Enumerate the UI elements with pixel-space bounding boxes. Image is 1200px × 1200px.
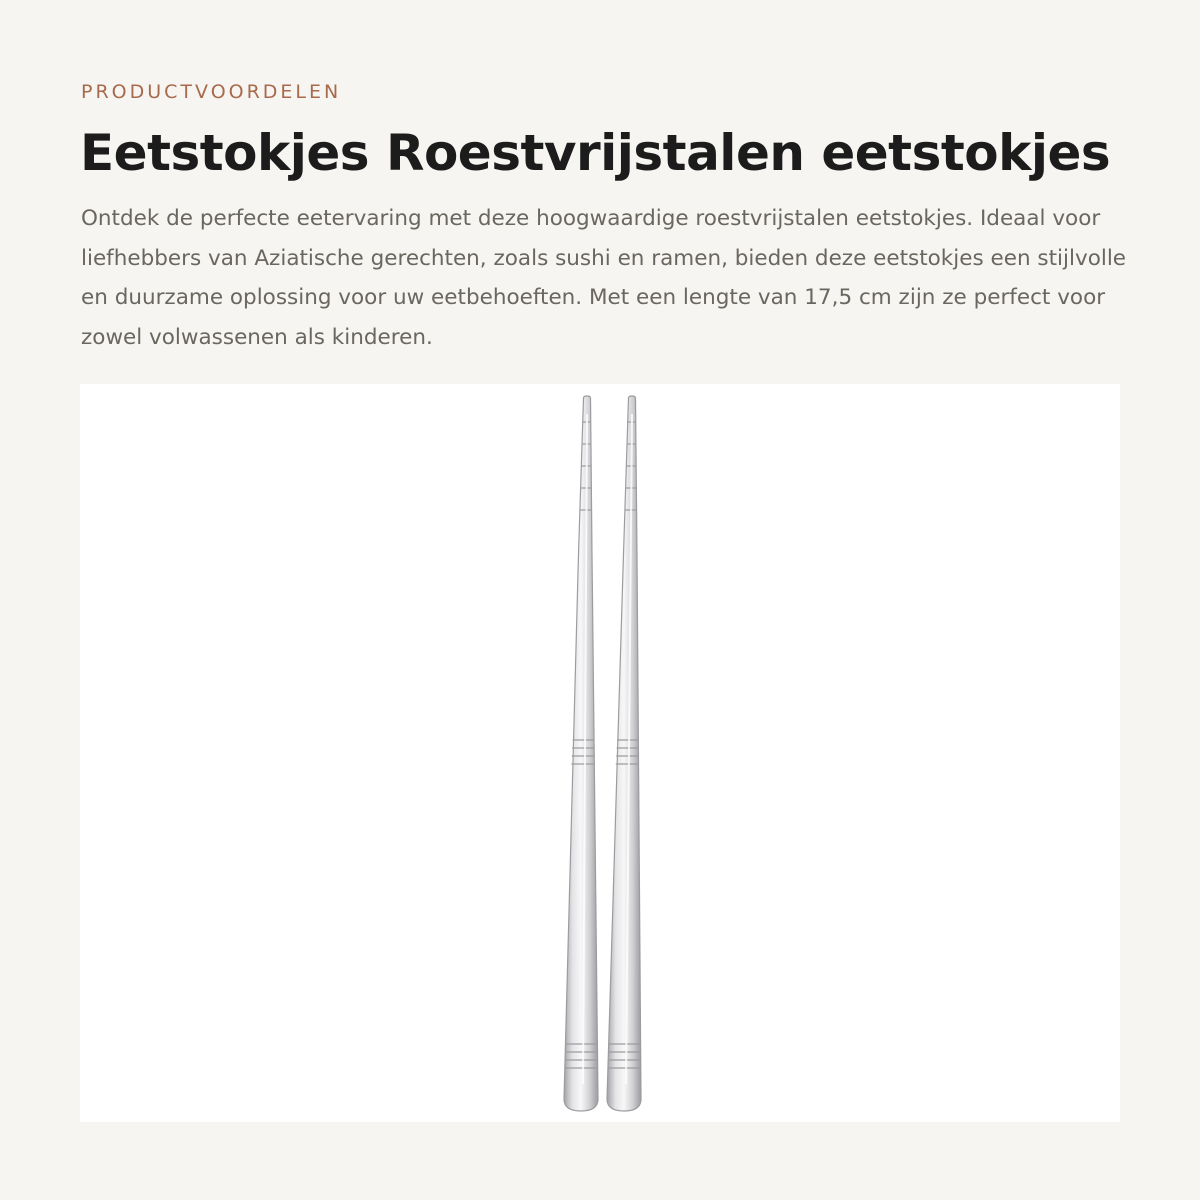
chopstick-left — [564, 396, 598, 1111]
product-description: Ontdek de perfecte eetervaring met deze hoogwaardige roestvrijstalen eetstokjes. Ideaal voor liefhebbers van Aziatische gerechten, zoals sushi en ramen, bieden deze eetstokjes een stijlvolle en duurzame oplossing voor uw eetbehoeften. Met een lengte van 17,5 cm zijn ze perfect voor zowel volwassenen als kinderen. — [81, 206, 1127, 350]
chopsticks-illustration — [80, 384, 1120, 1122]
page-title: Eetstokjes Roestvrijstalen eetstokjes — [80, 124, 1111, 182]
product-image — [80, 384, 1120, 1122]
chopstick-right — [607, 396, 641, 1111]
eyebrow-label: PRODUCTVOORDELEN — [81, 81, 342, 103]
